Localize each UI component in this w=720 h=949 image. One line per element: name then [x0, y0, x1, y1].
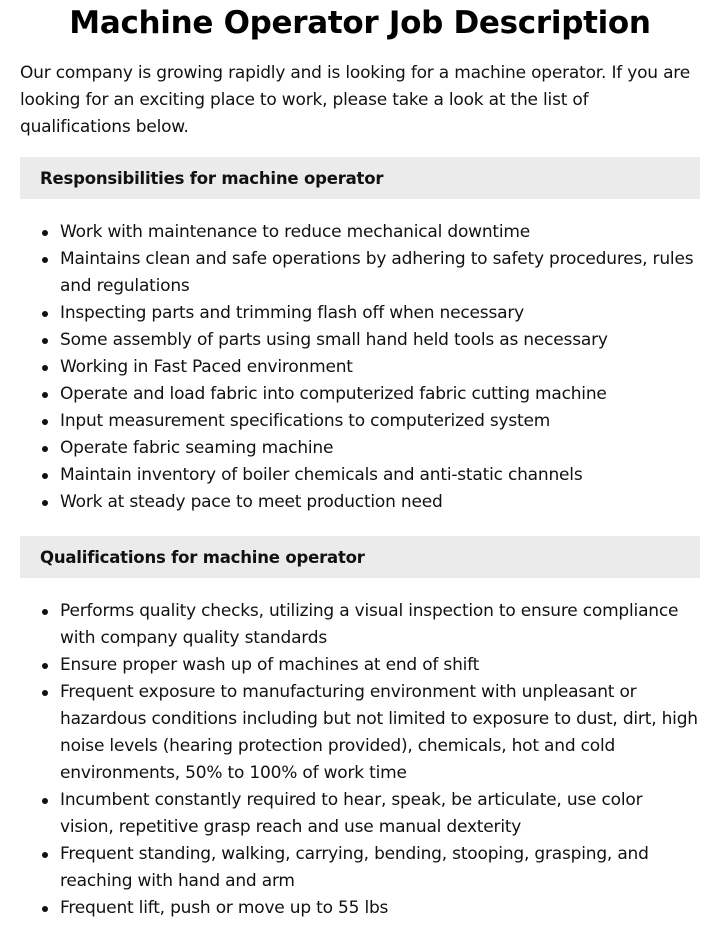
list-item — [60, 462, 700, 489]
list-item — [60, 679, 700, 787]
intro-paragraph: Our company is growing rapidly and is looking for a machine operator. If you are looking for an exciting place to work, please take a look at the list of qualifications below. — [20, 63, 690, 137]
page-title: Machine Operator Job Description — [69, 5, 651, 41]
list-item-text: Work at steady pace to meet production need — [60, 492, 443, 512]
bullet-icon — [42, 798, 48, 804]
bullet-icon — [42, 500, 48, 506]
bullet-icon — [42, 906, 48, 912]
list-item-text: Operate fabric seaming machine — [60, 438, 334, 458]
bullet-icon — [42, 473, 48, 479]
bullet-icon — [42, 365, 48, 371]
bullet-icon — [42, 419, 48, 425]
list-item — [60, 246, 700, 300]
bullet-icon — [42, 392, 48, 398]
list-item — [60, 219, 700, 246]
bullet-icon — [42, 852, 48, 858]
list-item — [60, 841, 700, 895]
responsibilities-heading: Responsibilities for machine operator — [20, 157, 700, 199]
bullet-icon — [42, 690, 48, 696]
list-item-text: Frequent standing, walking, carrying, bending, stooping, grasping, and reaching with hand and arm — [60, 844, 649, 891]
list-item — [60, 354, 700, 381]
list-item-text: Some assembly of parts using small hand held tools as necessary — [60, 330, 608, 350]
list-item-text: Working in Fast Paced environment — [60, 357, 353, 377]
responsibilities-list — [20, 219, 700, 516]
bullet-icon — [42, 663, 48, 669]
list-item-text: Performs quality checks, utilizing a visual inspection to ensure compliance with company quality standards — [60, 601, 679, 648]
list-item — [60, 381, 700, 408]
bullet-icon — [42, 446, 48, 452]
list-item-text: Maintains clean and safe operations by adhering to safety procedures, rules and regulations — [60, 249, 694, 296]
list-item — [60, 408, 700, 435]
bullet-icon — [42, 230, 48, 236]
list-item-text: Operate and load fabric into computerized fabric cutting machine — [60, 384, 607, 404]
bullet-icon — [42, 257, 48, 263]
bullet-icon — [42, 338, 48, 344]
bullet-icon — [42, 609, 48, 615]
list-item-text: Inspecting parts and trimming flash off when necessary — [60, 303, 524, 323]
qualifications-heading: Qualifications for machine operator — [20, 536, 700, 578]
list-item — [60, 300, 700, 327]
list-item-text: Work with maintenance to reduce mechanical downtime — [60, 222, 531, 242]
list-item — [60, 327, 700, 354]
list-item-text: Input measurement specifications to computerized system — [60, 411, 551, 431]
list-item-text: Frequent lift, push or move up to 55 lbs — [60, 898, 389, 918]
list-item — [60, 489, 700, 516]
bullet-icon — [42, 311, 48, 317]
list-item — [60, 652, 700, 679]
list-item — [60, 598, 700, 652]
list-item-text: Incumbent constantly required to hear, speak, be articulate, use color vision, repetitive grasp reach and use manual dexterity — [60, 790, 643, 837]
list-item — [60, 787, 700, 841]
list-item-text: Ensure proper wash up of machines at end of shift — [60, 655, 480, 675]
list-item — [60, 895, 700, 922]
qualifications-list — [20, 598, 700, 922]
list-item-text: Maintain inventory of boiler chemicals and anti-static channels — [60, 465, 583, 485]
list-item-text: Frequent exposure to manufacturing environment with unpleasant or hazardous conditions including but not limited to exposure to dust, dirt, high noise levels (hearing protection provided), chemicals, hot and cold environments, 50% to 100% of work time — [60, 682, 698, 783]
list-item — [60, 435, 700, 462]
